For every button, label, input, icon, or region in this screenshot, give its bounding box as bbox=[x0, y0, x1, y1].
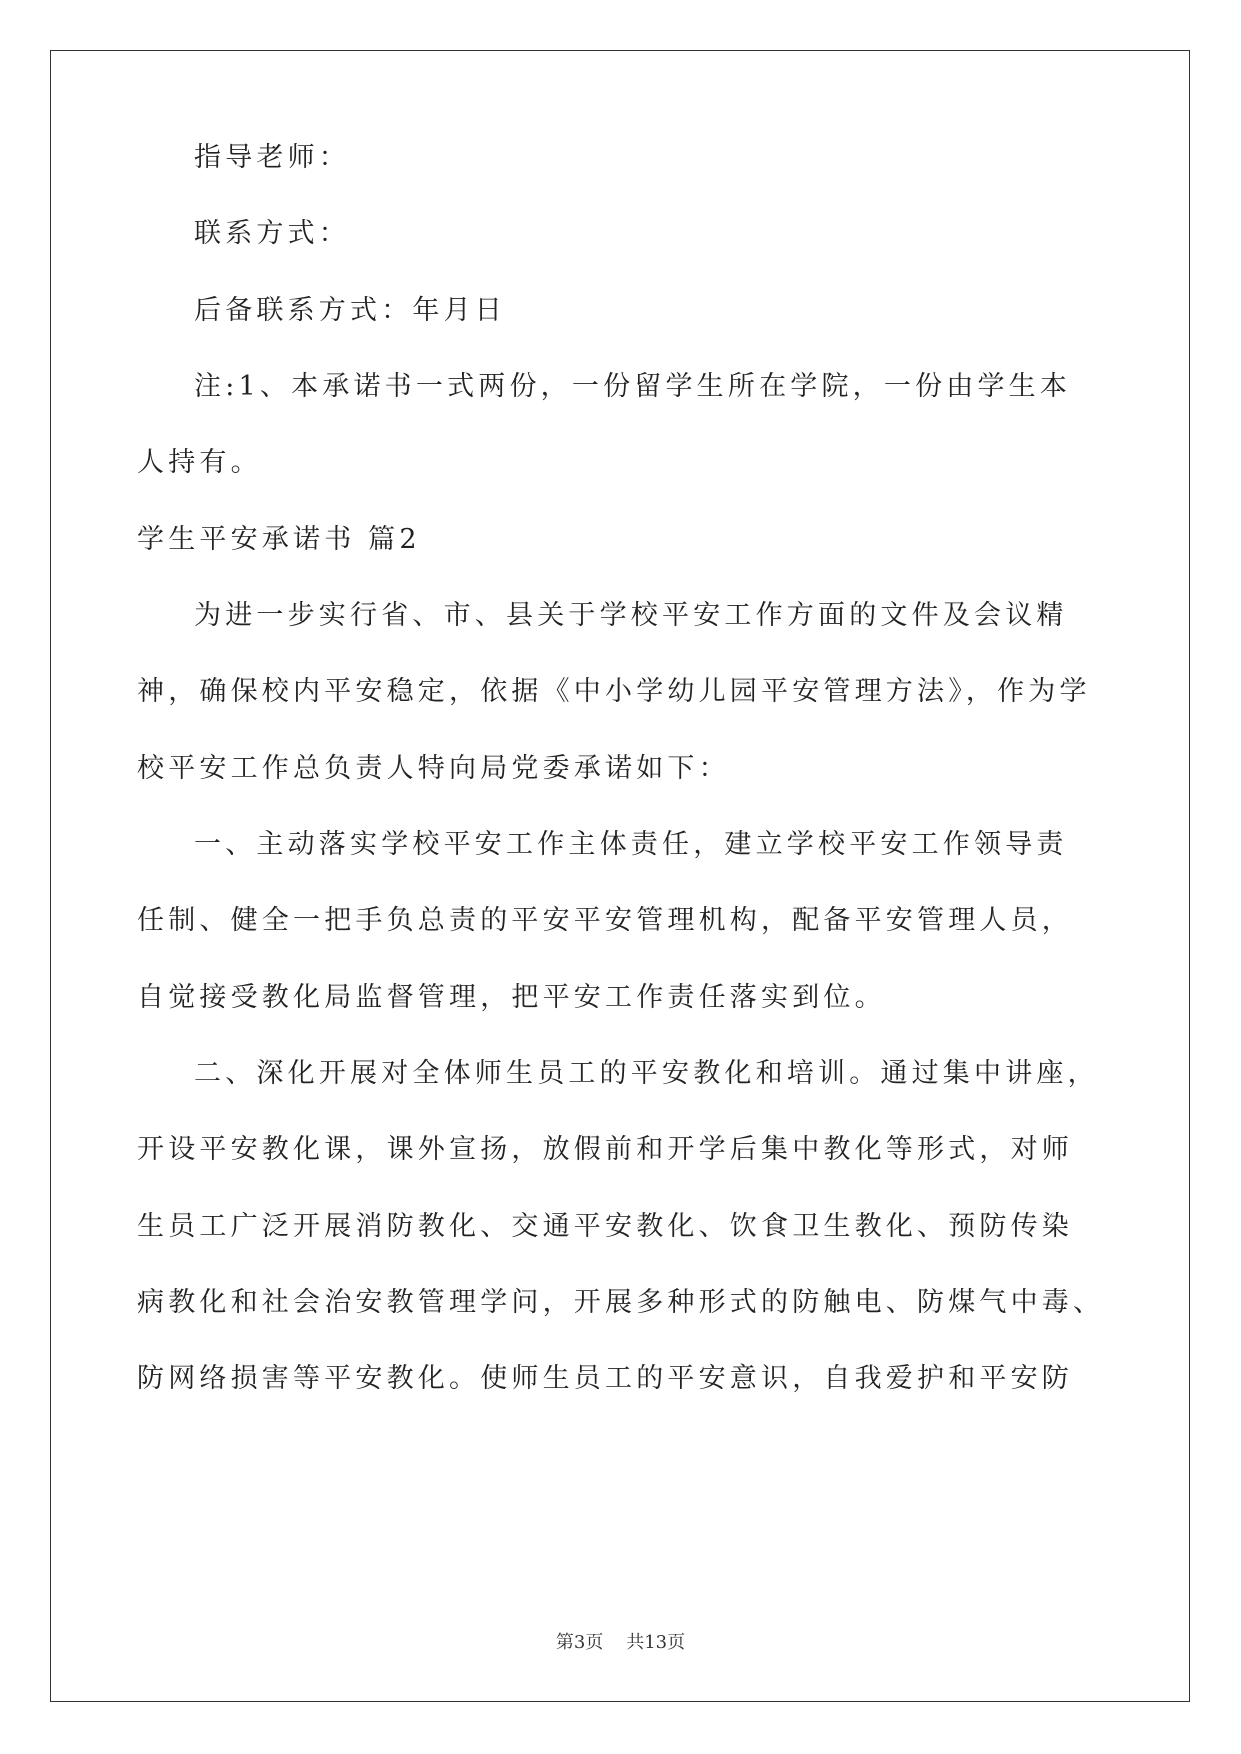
paragraph-3-line-1: 二、深化开展对全体师生员工的平安教化和培训。通过集中讲座， bbox=[194, 1058, 1099, 1089]
note-line-1: 注:1、本承诺书一式两份，一份留学生所在学院，一份由学生本 bbox=[194, 371, 1072, 402]
paragraph-1-line-2: 神，确保校内平安稳定，依据《中小学幼儿园平安管理方法》，作为学 bbox=[137, 676, 1091, 707]
contact-line: 联系方式： bbox=[194, 218, 350, 249]
advisor-line: 指导老师： bbox=[194, 142, 350, 173]
paragraph-3-line-5: 防网络损害等平安教化。使师生员工的平安意识，自我爱护和平安防 bbox=[137, 1363, 1073, 1394]
paragraph-2-line-1: 一、主动落实学校平安工作主体责任，建立学校平安工作领导责 bbox=[194, 829, 1068, 860]
paragraph-3-line-4: 病教化和社会治安教管理学问，开展多种形式的防触电、防煤气中毒、 bbox=[137, 1287, 1105, 1318]
backup-contact-line: 后备联系方式：年月日 bbox=[194, 295, 506, 326]
paragraph-2-line-3: 自觉接受教化局监督管理，把平安工作责任落实到位。 bbox=[137, 982, 886, 1013]
page-number-footer: 第3页 共13页 bbox=[555, 1632, 686, 1653]
paragraph-1-line-3: 校平安工作总负责人特向局党委承诺如下： bbox=[137, 753, 730, 784]
note-line-2: 人持有。 bbox=[137, 447, 262, 478]
section-title: 学生平安承诺书 篇2 bbox=[137, 524, 421, 555]
paragraph-3-line-3: 生员工广泛开展消防教化、交通平安教化、饮食卫生教化、预防传染 bbox=[137, 1211, 1073, 1242]
paragraph-3-line-2: 开设平安教化课，课外宣扬，放假前和开学后集中教化等形式，对师 bbox=[137, 1134, 1073, 1165]
paragraph-1-line-1: 为进一步实行省、市、县关于学校平安工作方面的文件及会议精 bbox=[194, 600, 1068, 631]
paragraph-2-line-2: 任制、健全一把手负总责的平安平安管理机构，配备平安管理人员， bbox=[137, 905, 1073, 936]
